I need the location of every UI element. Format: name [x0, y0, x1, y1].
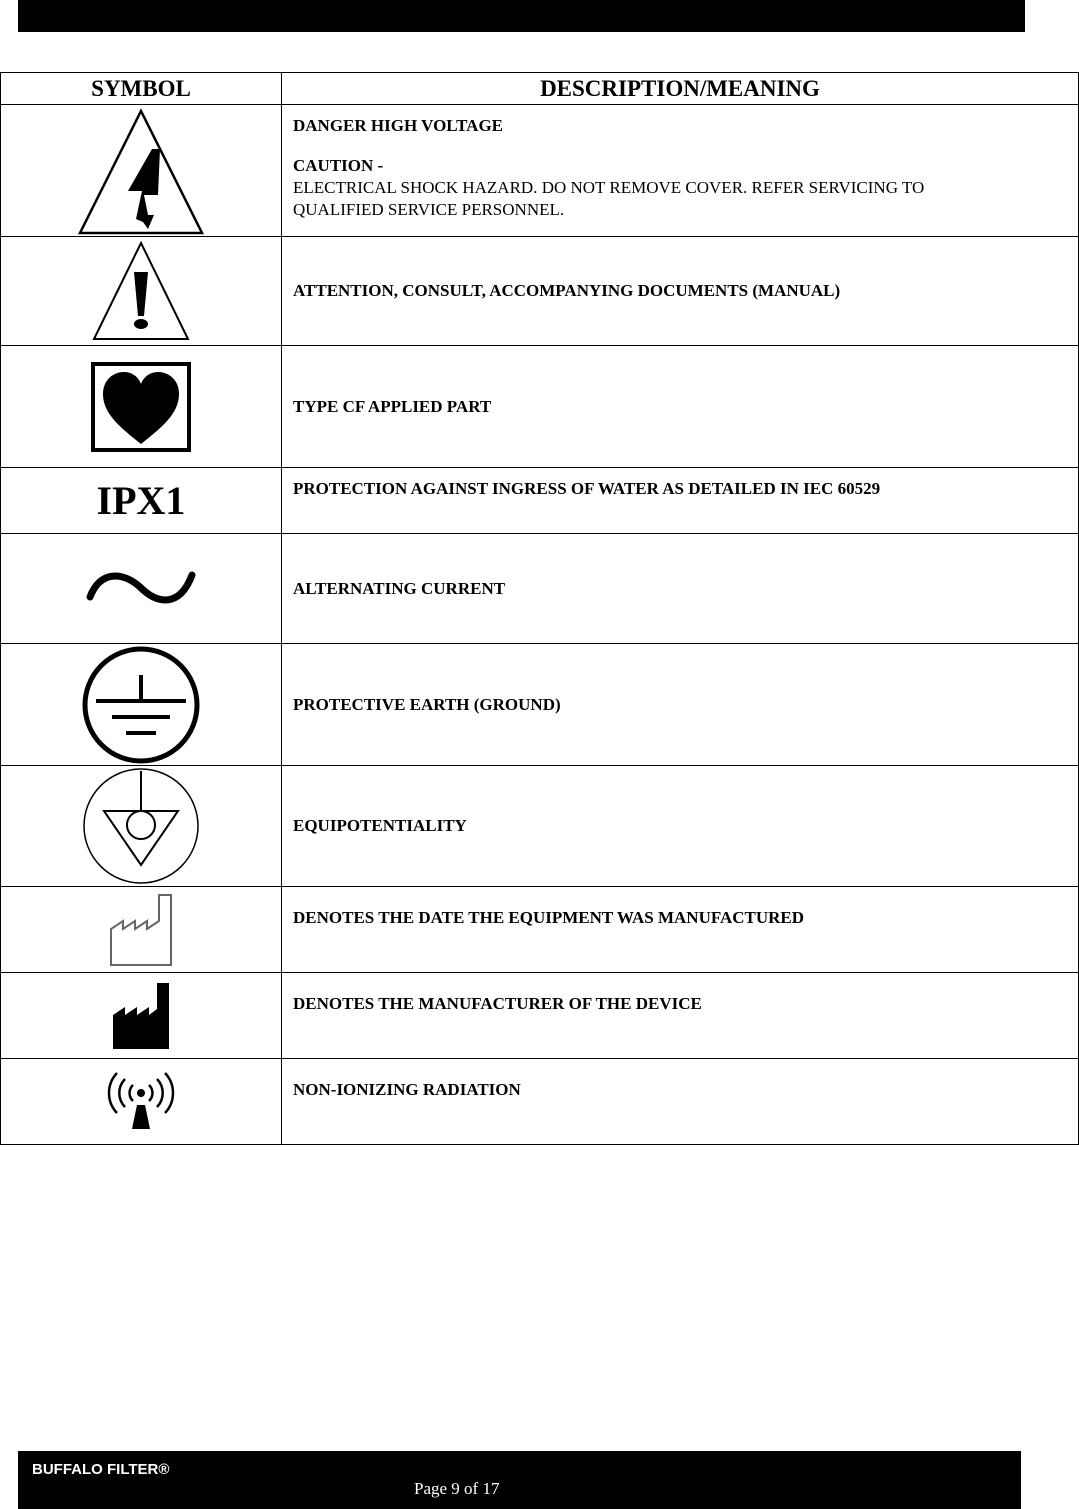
header-bar — [18, 0, 1025, 32]
symbol-column-header: SYMBOL — [1, 73, 282, 105]
table-row — [1, 973, 1079, 1059]
description-line: PROTECTIVE EARTH (GROUND) — [293, 694, 561, 714]
description-column-header: DESCRIPTION/MEANING — [282, 73, 1079, 105]
table-row — [1, 534, 1079, 644]
non-ionizing-radiation-icon — [106, 1071, 176, 1133]
symbol-cell — [1, 766, 282, 887]
table-row — [1, 887, 1079, 973]
description-line: DENOTES THE DATE THE EQUIPMENT WAS MANUFACTURED — [293, 908, 805, 927]
symbol-cell — [1, 346, 282, 468]
description-cell — [282, 973, 1079, 1059]
table-row — [1, 766, 1079, 887]
table-row — [1, 346, 1079, 468]
manufacturer-icon — [109, 979, 173, 1053]
description-line: ATTENTION, CONSULT, ACCOMPANYING DOCUMENTS (MANUAL) — [293, 281, 841, 300]
equipotentiality-icon — [80, 767, 202, 885]
table-row — [1, 1059, 1079, 1145]
symbol-cell — [1, 105, 282, 237]
description-line: TYPE CF APPLIED PART — [293, 396, 492, 416]
description-cell — [282, 105, 1079, 237]
description-line: EQUIPOTENTIALITY — [293, 816, 467, 835]
description-cell — [282, 534, 1079, 644]
description-line: QUALIFIED SERVICE PERSONNEL. — [293, 200, 565, 219]
cf-applied-part-icon — [91, 362, 191, 452]
attention-icon — [91, 240, 191, 342]
description-cell — [282, 644, 1079, 766]
description-cell — [282, 237, 1079, 346]
description-line: NON-IONIZING RADIATION — [293, 1080, 521, 1099]
symbols-table — [0, 72, 1079, 1145]
symbol-cell — [1, 644, 282, 766]
description-cell — [282, 346, 1079, 468]
symbol-cell — [1, 534, 282, 644]
description-cell — [282, 887, 1079, 973]
alternating-current-icon — [84, 567, 198, 611]
description-cell — [282, 468, 1079, 534]
description-line: DENOTES THE MANUFACTURER OF THE DEVICE — [293, 994, 702, 1013]
footer-bar — [18, 1451, 1021, 1509]
high-voltage-icon — [76, 107, 206, 235]
table-row — [1, 644, 1079, 766]
description-line: PROTECTION AGAINST INGRESS OF WATER AS DETAILED IN IEC 60529 — [293, 479, 881, 498]
description-line: CAUTION - — [293, 156, 384, 175]
date-of-manufacture-icon — [107, 891, 175, 969]
description-line: ALTERNATING CURRENT — [293, 578, 506, 598]
table-header-row — [1, 73, 1079, 105]
page-number: Page 9 of 17 — [414, 1479, 500, 1498]
symbol-cell — [1, 1059, 282, 1145]
table-row — [1, 105, 1079, 237]
table-row — [1, 468, 1079, 534]
table-row — [1, 237, 1079, 346]
description-cell — [282, 1059, 1079, 1145]
symbol-cell — [1, 468, 282, 534]
symbol-cell — [1, 887, 282, 973]
ipx1-symbol: IPX1 — [96, 478, 186, 523]
description-cell — [282, 766, 1079, 887]
symbol-cell — [1, 973, 282, 1059]
symbol-cell — [1, 237, 282, 346]
description-line: ELECTRICAL SHOCK HAZARD. DO NOT REMOVE COVER. REFER SERVICING TO — [293, 178, 925, 197]
description-line: DANGER HIGH VOLTAGE — [293, 116, 504, 135]
footer-brand: BUFFALO FILTER® — [32, 1461, 170, 1478]
protective-earth-icon — [80, 645, 202, 765]
